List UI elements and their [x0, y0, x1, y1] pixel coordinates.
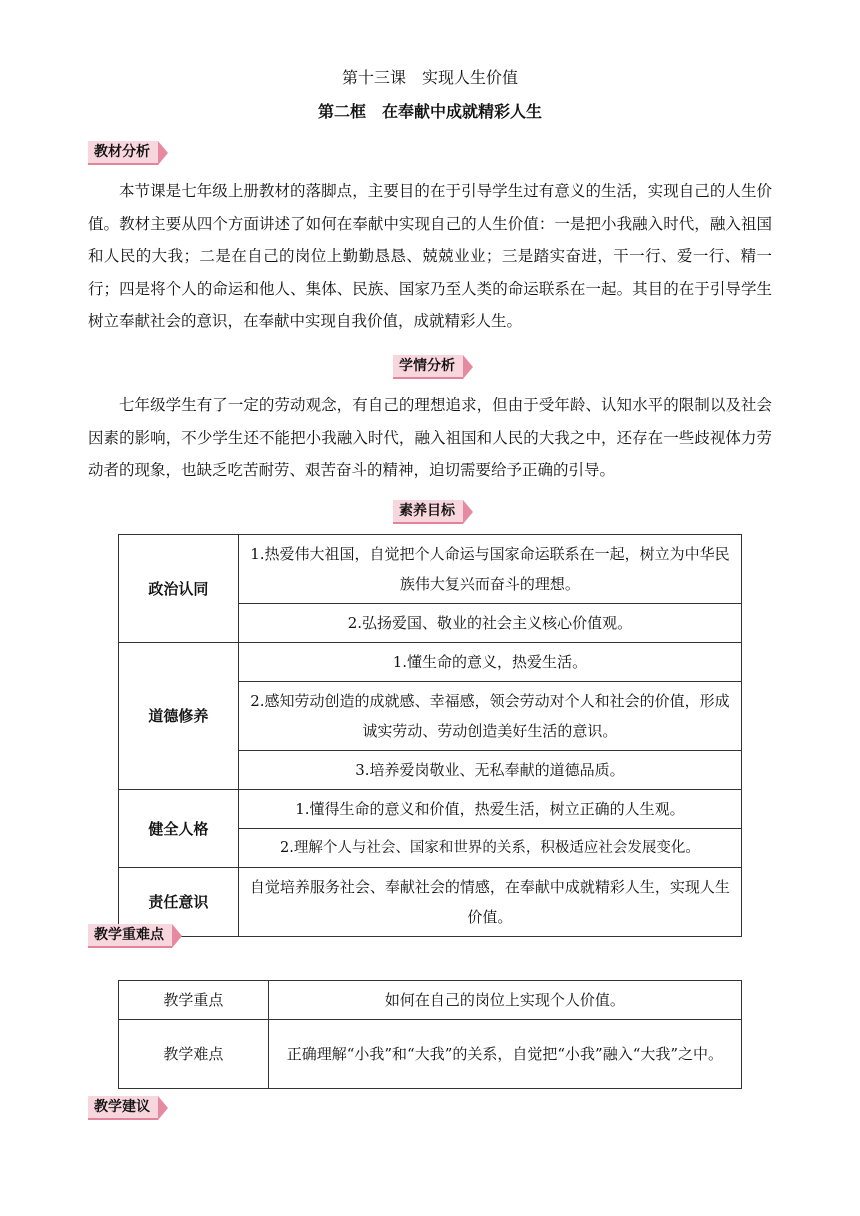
section-title: 第二框 在奉献中成就精彩人生 — [317, 102, 542, 121]
goal-cell: 1.懂生命的意义，热爱生活。 — [238, 643, 741, 682]
section-tag-label: 素养目标 — [393, 500, 463, 524]
goal-cell: 2.弘扬爱国、敬业的社会主义核心价值观。 — [238, 604, 741, 643]
content-cell: 正确理解“小我”和“大我”的关系，自觉把“小我”融入“大我”之中。 — [268, 1020, 741, 1089]
section-tag-teaching-suggestions — [88, 1096, 168, 1120]
chevron-right-icon — [172, 924, 182, 948]
section-tag-literacy-goals — [393, 500, 473, 524]
goal-cell: 1.热爱伟大祖国，自觉把个人命运与国家命运联系在一起，树立为中华民族伟大复兴而奋斗的理想。 — [238, 535, 741, 604]
table-row — [119, 1020, 742, 1089]
goal-cell: 1.懂得生命的意义和价值，热爱生活，树立正确的人生观。 — [238, 790, 741, 829]
chevron-right-icon — [463, 500, 473, 524]
content-cell: 如何在自己的岗位上实现个人价值。 — [268, 981, 741, 1020]
category-cell: 教学重点 — [119, 981, 269, 1020]
chevron-right-icon — [463, 355, 473, 379]
section-tag-label: 学情分析 — [393, 355, 463, 379]
section-tag-label: 教学建议 — [88, 1096, 158, 1120]
lesson-title: 第十三课 实现人生价值 — [341, 68, 518, 87]
category-cell: 政治认同 — [119, 535, 239, 643]
section-tag-textbook-analysis — [88, 141, 168, 165]
goal-cell: 2.理解个人与社会、国家和世界的关系，积极适应社会发展变化。 — [238, 829, 741, 868]
section-tag-label: 教材分析 — [88, 141, 158, 165]
table-row — [119, 535, 742, 604]
literacy-goals-table — [118, 534, 742, 937]
student-analysis-text: 七年级学生有了一定的劳动观念，有自己的理想追求，但由于受年龄、认知水平的限制以及社会因素的影响，不少学生还不能把小我融入时代，融入祖国和人民的大我之中，还存在一些歧视体力劳动者的现象，也缺乏吃苦耐劳、艰苦奋斗的精神，迫切需要给予正确的引导。 — [88, 396, 772, 479]
chevron-right-icon — [158, 141, 168, 165]
textbook-analysis-text: 本节课是七年级上册教材的落脚点，主要目的在于引导学生过有意义的生活，实现自己的人生价值。教材主要从四个方面讲述了如何在奉献中实现自己的人生价值：一是把小我融入时代，融入祖国和人民的大我；二是在自己的岗位上勤勤恳恳、兢兢业业；三是踏实奋进，干一行、爱一行、精一行；四是将个人的命运和他人、集体、民族、国家乃至人类的命运联系在一起。其目的在于引导学生树立奉献社会的意识，在奉献中实现自我价值，成就精彩人生。 — [88, 182, 772, 330]
table-row — [119, 981, 742, 1020]
chevron-right-icon — [158, 1096, 168, 1120]
goal-cell: 自觉培养服务社会、奉献社会的情感，在奉献中成就精彩人生，实现人生价值。 — [238, 868, 741, 937]
goal-cell: 3.培养爱岗敬业、无私奉献的道德品质。 — [238, 751, 741, 790]
category-cell: 教学难点 — [119, 1020, 269, 1089]
table-row — [119, 790, 742, 829]
category-cell: 责任意识 — [119, 868, 239, 937]
table-row — [119, 868, 742, 937]
goal-cell: 2.感知劳动创造的成就感、幸福感，领会劳动对个人和社会的价值，形成诚实劳动、劳动创造美好生活的意识。 — [238, 682, 741, 751]
key-points-table — [118, 980, 742, 1089]
category-cell: 道德修养 — [119, 643, 239, 790]
section-tag-key-points — [88, 924, 182, 948]
table-row — [119, 643, 742, 682]
section-tag-label: 教学重难点 — [88, 924, 172, 948]
section-tag-student-analysis — [393, 355, 473, 379]
category-cell: 健全人格 — [119, 790, 239, 868]
